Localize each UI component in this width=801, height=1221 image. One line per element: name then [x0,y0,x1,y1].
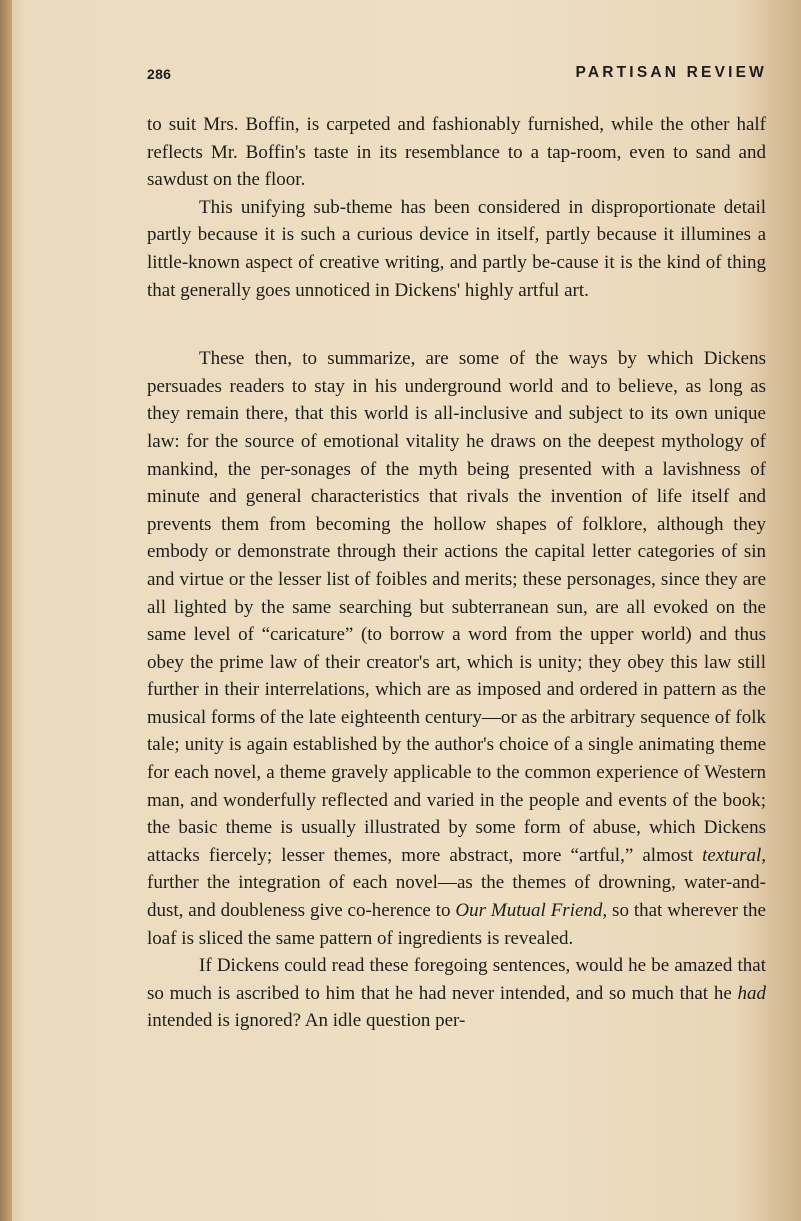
paragraph-summary-text-1: These then, to summarize, are some of the ways by which Dickens persuades readers to stay in his underground world and to believe, as long as they remain there, that this world is all-inclusive and subject to its own unique law: for the source of emotional vitality he draws on the deepest mythology of mankind, the per-sonages of the myth being presented with a lavishness of minute and general characteristics that rivals the invention of life itself and prevents them from becoming the hollow shapes of folklore, although they embody or demonstrate through their actions the capital letter categories of sin and virtue or the lesser list of foibles and merits; these personages, since they are all lighted by the same searching but subterranean sun, are all evoked on the same level of “caricature” (to borrow a word from the upper world) and thus obey the prime law of their creator's art, which is unity; they obey this law still further in their interrelations, which are as imposed and ordered in pattern as the musical forms of the late eighteenth century—or as the arbitrary sequence of folk tale; unity is again established by the author's choice of a single animating theme for each novel, a theme gravely applicable to the common experience of Western man, and wonderfully reflected and varied in the people and events of the book; the basic theme is usually illustrated by some form of abuse, which Dickens attacks fiercely; lesser themes, more abstract, more “artful,” almost [147,348,766,866]
italic-had: had [737,982,766,1004]
paragraph-question-text-2: intended is ignored? An idle question per- [147,1010,466,1032]
page-number: 286 [147,66,172,82]
italic-textural: textural, [702,844,766,866]
italic-book-title: Our Mutual Friend, [455,900,608,922]
paragraph-summary [147,345,766,952]
paragraph-question [147,952,766,1035]
paragraph-continuation: to suit Mrs. Boffin, is carpeted and fashionably furnished, while the other half reflects Mr. Boffin's taste in its resemblance to a tap-room, even to sand and sawdust on the floor. [147,114,766,191]
body-text [147,111,766,1035]
paragraph-summary-text-2: further the integration of each novel—as the themes of drowning, water-and-dust, and doubleness give co-herence to [147,872,766,922]
page-gutter-shadow [0,0,12,1221]
paragraph-subtheme: This unifying sub-theme has been considered in disproportionate detail partly because it is such a curious device in itself, partly because it illumines a little-known aspect of creative writing, and partly be-cause it is the kind of thing that generally goes unnoticed in Dickens' highly artful art. [147,196,766,301]
running-head: PARTISAN REVIEW [575,64,767,81]
paragraph-summary-text-3: so that wherever the loaf is sliced the same pattern of ingredients is revealed. [147,900,766,949]
paragraph-question-text-1: If Dickens could read these foregoing sentences, would he be amazed that so much is ascribed to him that he had never intended, and so much that he [147,955,766,1004]
page-header [147,62,767,88]
